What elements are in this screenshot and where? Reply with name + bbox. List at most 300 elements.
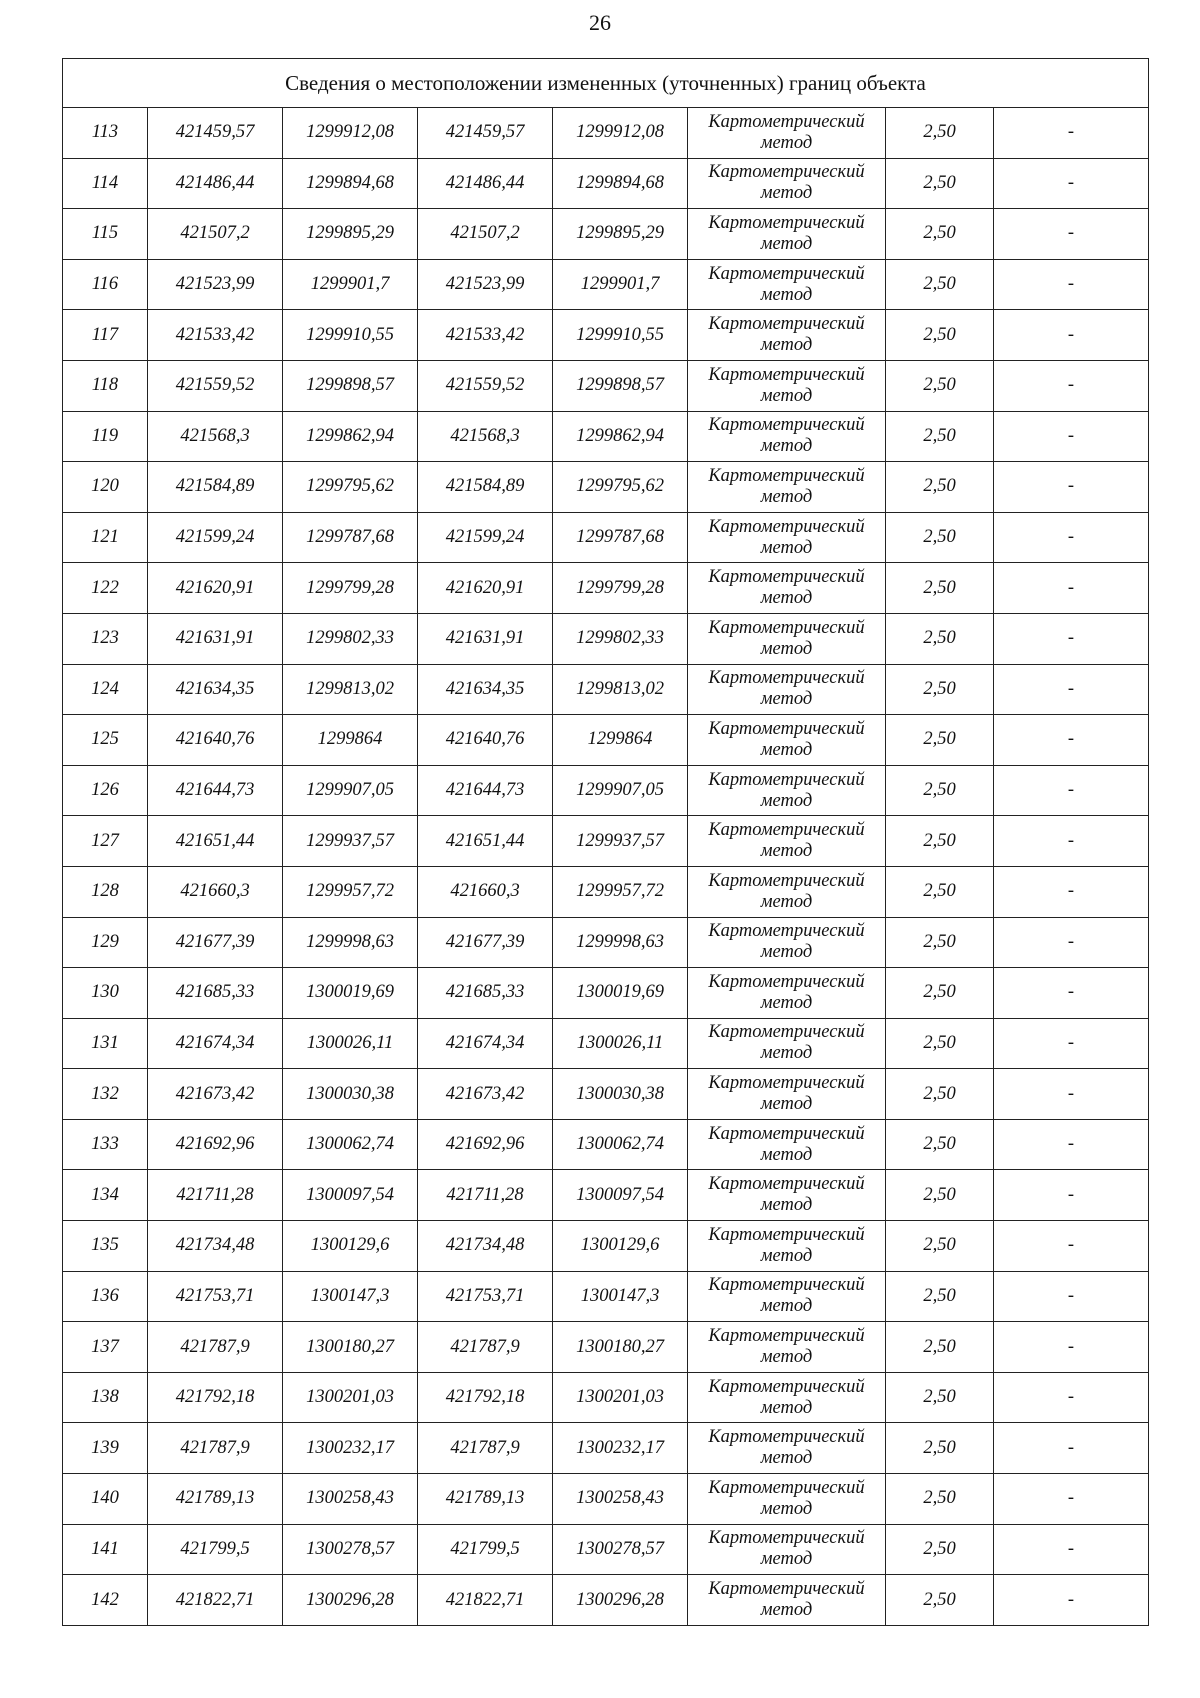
accuracy-cell: 2,50 bbox=[886, 1119, 994, 1170]
point-number-cell: 114 bbox=[63, 158, 148, 209]
description-cell: - bbox=[994, 259, 1149, 310]
x-refined-cell: 421459,57 bbox=[418, 108, 553, 159]
method-label-line1: Картометрический bbox=[708, 921, 865, 942]
method-label-line1: Картометрический bbox=[708, 1477, 865, 1498]
x-refined-cell: 421792,18 bbox=[418, 1372, 553, 1423]
accuracy-cell: 2,50 bbox=[886, 1069, 994, 1120]
y-existing-cell: 1300026,11 bbox=[283, 1018, 418, 1069]
description-cell: - bbox=[994, 917, 1149, 968]
point-number-cell: 125 bbox=[63, 715, 148, 766]
y-refined-cell: 1299802,33 bbox=[553, 613, 688, 664]
method-cell bbox=[688, 158, 886, 209]
x-refined-cell: 421787,9 bbox=[418, 1322, 553, 1373]
method-cell bbox=[688, 108, 886, 159]
description-cell: - bbox=[994, 664, 1149, 715]
table-title: Сведения о местоположении измененных (уточненных) границ объекта bbox=[63, 59, 1149, 108]
x-refined-cell: 421523,99 bbox=[418, 259, 553, 310]
x-existing-cell: 421631,91 bbox=[148, 613, 283, 664]
method-label-line2: метод bbox=[760, 486, 813, 507]
method-label-line2: метод bbox=[760, 1043, 813, 1064]
point-number-cell: 137 bbox=[63, 1322, 148, 1373]
table-row bbox=[63, 1474, 1149, 1525]
page-number: 26 bbox=[589, 10, 611, 35]
point-number-cell: 140 bbox=[63, 1474, 148, 1525]
x-existing-cell: 421734,48 bbox=[148, 1221, 283, 1272]
description-cell: - bbox=[994, 968, 1149, 1019]
method-label-line1: Картометрический bbox=[708, 1376, 865, 1397]
point-number-cell: 136 bbox=[63, 1271, 148, 1322]
description-cell: - bbox=[994, 158, 1149, 209]
x-refined-cell: 421644,73 bbox=[418, 765, 553, 816]
x-existing-cell: 421584,89 bbox=[148, 462, 283, 513]
x-existing-cell: 421692,96 bbox=[148, 1119, 283, 1170]
y-existing-cell: 1300019,69 bbox=[283, 968, 418, 1019]
point-number-cell: 128 bbox=[63, 866, 148, 917]
method-label-line1: Картометрический bbox=[708, 1224, 865, 1245]
x-refined-cell: 421651,44 bbox=[418, 816, 553, 867]
x-existing-cell: 421459,57 bbox=[148, 108, 283, 159]
table-row bbox=[63, 1069, 1149, 1120]
table-row bbox=[63, 968, 1149, 1019]
point-number-cell: 133 bbox=[63, 1119, 148, 1170]
method-label-line1: Картометрический bbox=[708, 668, 865, 689]
x-existing-cell: 421620,91 bbox=[148, 563, 283, 614]
accuracy-cell: 2,50 bbox=[886, 1372, 994, 1423]
y-existing-cell: 1300201,03 bbox=[283, 1372, 418, 1423]
table-row bbox=[63, 1018, 1149, 1069]
method-cell bbox=[688, 310, 886, 361]
table-title-row bbox=[63, 59, 1149, 108]
x-refined-cell: 421789,13 bbox=[418, 1474, 553, 1525]
y-existing-cell: 1300278,57 bbox=[283, 1524, 418, 1575]
x-existing-cell: 421673,42 bbox=[148, 1069, 283, 1120]
method-label-line1: Картометрический bbox=[708, 212, 865, 233]
accuracy-cell: 2,50 bbox=[886, 765, 994, 816]
x-existing-cell: 421792,18 bbox=[148, 1372, 283, 1423]
x-existing-cell: 421651,44 bbox=[148, 816, 283, 867]
accuracy-cell: 2,50 bbox=[886, 664, 994, 715]
point-number-cell: 142 bbox=[63, 1575, 148, 1626]
y-existing-cell: 1299802,33 bbox=[283, 613, 418, 664]
method-label-line2: метод bbox=[760, 537, 813, 558]
table-row bbox=[63, 108, 1149, 159]
point-number-cell: 123 bbox=[63, 613, 148, 664]
table-row bbox=[63, 209, 1149, 260]
method-cell bbox=[688, 209, 886, 260]
table-row bbox=[63, 1524, 1149, 1575]
y-existing-cell: 1299898,57 bbox=[283, 360, 418, 411]
point-number-cell: 141 bbox=[63, 1524, 148, 1575]
y-refined-cell: 1299937,57 bbox=[553, 816, 688, 867]
method-label-line1: Картометрический bbox=[708, 1326, 865, 1347]
method-label-line2: метод bbox=[760, 1600, 813, 1621]
method-label-line1: Картометрический bbox=[708, 718, 865, 739]
y-existing-cell: 1299864 bbox=[283, 715, 418, 766]
description-cell: - bbox=[994, 360, 1149, 411]
y-refined-cell: 1299795,62 bbox=[553, 462, 688, 513]
method-label-line2: метод bbox=[760, 335, 813, 356]
point-number-cell: 124 bbox=[63, 664, 148, 715]
y-refined-cell: 1299862,94 bbox=[553, 411, 688, 462]
accuracy-cell: 2,50 bbox=[886, 1322, 994, 1373]
method-cell bbox=[688, 1322, 886, 1373]
description-cell: - bbox=[994, 462, 1149, 513]
y-refined-cell: 1300026,11 bbox=[553, 1018, 688, 1069]
method-label-line1: Картометрический bbox=[708, 364, 865, 385]
y-existing-cell: 1299799,28 bbox=[283, 563, 418, 614]
point-number-cell: 115 bbox=[63, 209, 148, 260]
method-label-line1: Картометрический bbox=[708, 769, 865, 790]
x-existing-cell: 421634,35 bbox=[148, 664, 283, 715]
description-cell: - bbox=[994, 1069, 1149, 1120]
method-label-line2: метод bbox=[760, 638, 813, 659]
method-cell bbox=[688, 664, 886, 715]
method-label-line2: метод bbox=[760, 233, 813, 254]
x-refined-cell: 421599,24 bbox=[418, 512, 553, 563]
table-row bbox=[63, 1322, 1149, 1373]
method-cell bbox=[688, 917, 886, 968]
x-existing-cell: 421507,2 bbox=[148, 209, 283, 260]
method-cell bbox=[688, 1119, 886, 1170]
y-refined-cell: 1300129,6 bbox=[553, 1221, 688, 1272]
method-label-line1: Картометрический bbox=[708, 465, 865, 486]
point-number-cell: 117 bbox=[63, 310, 148, 361]
method-cell bbox=[688, 1372, 886, 1423]
y-refined-cell: 1299912,08 bbox=[553, 108, 688, 159]
method-label-line1: Картометрический bbox=[708, 1427, 865, 1448]
y-existing-cell: 1299813,02 bbox=[283, 664, 418, 715]
y-refined-cell: 1299998,63 bbox=[553, 917, 688, 968]
method-label-line2: метод bbox=[760, 1245, 813, 1266]
description-cell: - bbox=[994, 816, 1149, 867]
y-refined-cell: 1300296,28 bbox=[553, 1575, 688, 1626]
method-label-line2: метод bbox=[760, 1144, 813, 1165]
x-refined-cell: 421584,89 bbox=[418, 462, 553, 513]
table-row bbox=[63, 1170, 1149, 1221]
table-row bbox=[63, 613, 1149, 664]
table-row bbox=[63, 1271, 1149, 1322]
accuracy-cell: 2,50 bbox=[886, 1221, 994, 1272]
y-refined-cell: 1299907,05 bbox=[553, 765, 688, 816]
method-cell bbox=[688, 462, 886, 513]
accuracy-cell: 2,50 bbox=[886, 1018, 994, 1069]
x-refined-cell: 421753,71 bbox=[418, 1271, 553, 1322]
x-existing-cell: 421787,9 bbox=[148, 1322, 283, 1373]
description-cell: - bbox=[994, 1119, 1149, 1170]
x-existing-cell: 421568,3 bbox=[148, 411, 283, 462]
accuracy-cell: 2,50 bbox=[886, 512, 994, 563]
point-number-cell: 135 bbox=[63, 1221, 148, 1272]
method-label-line1: Картометрический bbox=[708, 1275, 865, 1296]
method-label-line1: Картометрический bbox=[708, 1579, 865, 1600]
method-cell bbox=[688, 715, 886, 766]
y-existing-cell: 1300147,3 bbox=[283, 1271, 418, 1322]
x-refined-cell: 421692,96 bbox=[418, 1119, 553, 1170]
x-refined-cell: 421685,33 bbox=[418, 968, 553, 1019]
y-refined-cell: 1299894,68 bbox=[553, 158, 688, 209]
table-row bbox=[63, 816, 1149, 867]
y-refined-cell: 1299901,7 bbox=[553, 259, 688, 310]
x-refined-cell: 421822,71 bbox=[418, 1575, 553, 1626]
x-refined-cell: 421631,91 bbox=[418, 613, 553, 664]
y-existing-cell: 1300296,28 bbox=[283, 1575, 418, 1626]
accuracy-cell: 2,50 bbox=[886, 108, 994, 159]
y-refined-cell: 1299864 bbox=[553, 715, 688, 766]
x-existing-cell: 421799,5 bbox=[148, 1524, 283, 1575]
method-cell bbox=[688, 1018, 886, 1069]
accuracy-cell: 2,50 bbox=[886, 715, 994, 766]
table-row bbox=[63, 1221, 1149, 1272]
x-existing-cell: 421486,44 bbox=[148, 158, 283, 209]
point-number-cell: 138 bbox=[63, 1372, 148, 1423]
description-cell: - bbox=[994, 310, 1149, 361]
x-refined-cell: 421507,2 bbox=[418, 209, 553, 260]
y-existing-cell: 1299912,08 bbox=[283, 108, 418, 159]
y-existing-cell: 1299894,68 bbox=[283, 158, 418, 209]
table-row bbox=[63, 1423, 1149, 1474]
method-cell bbox=[688, 1170, 886, 1221]
y-refined-cell: 1300201,03 bbox=[553, 1372, 688, 1423]
y-existing-cell: 1300258,43 bbox=[283, 1474, 418, 1525]
y-existing-cell: 1300030,38 bbox=[283, 1069, 418, 1120]
y-refined-cell: 1300258,43 bbox=[553, 1474, 688, 1525]
method-label-line1: Картометрический bbox=[708, 617, 865, 638]
accuracy-cell: 2,50 bbox=[886, 1575, 994, 1626]
y-refined-cell: 1299799,28 bbox=[553, 563, 688, 614]
table-row bbox=[63, 917, 1149, 968]
y-existing-cell: 1299862,94 bbox=[283, 411, 418, 462]
x-refined-cell: 421711,28 bbox=[418, 1170, 553, 1221]
x-existing-cell: 421787,9 bbox=[148, 1423, 283, 1474]
method-cell bbox=[688, 1271, 886, 1322]
y-existing-cell: 1299907,05 bbox=[283, 765, 418, 816]
y-existing-cell: 1299998,63 bbox=[283, 917, 418, 968]
table-row bbox=[63, 360, 1149, 411]
y-existing-cell: 1299901,7 bbox=[283, 259, 418, 310]
accuracy-cell: 2,50 bbox=[886, 1524, 994, 1575]
accuracy-cell: 2,50 bbox=[886, 310, 994, 361]
point-number-cell: 122 bbox=[63, 563, 148, 614]
x-existing-cell: 421711,28 bbox=[148, 1170, 283, 1221]
method-cell bbox=[688, 1069, 886, 1120]
accuracy-cell: 2,50 bbox=[886, 917, 994, 968]
point-number-cell: 131 bbox=[63, 1018, 148, 1069]
method-cell bbox=[688, 259, 886, 310]
method-cell bbox=[688, 1474, 886, 1525]
method-label-line1: Картометрический bbox=[708, 820, 865, 841]
y-refined-cell: 1300030,38 bbox=[553, 1069, 688, 1120]
table-row bbox=[63, 1119, 1149, 1170]
x-existing-cell: 421660,3 bbox=[148, 866, 283, 917]
description-cell: - bbox=[994, 1322, 1149, 1373]
method-cell bbox=[688, 360, 886, 411]
x-existing-cell: 421674,34 bbox=[148, 1018, 283, 1069]
x-existing-cell: 421685,33 bbox=[148, 968, 283, 1019]
table-row bbox=[63, 1372, 1149, 1423]
table-row bbox=[63, 259, 1149, 310]
method-label-line2: метод bbox=[760, 689, 813, 710]
method-label-line1: Картометрический bbox=[708, 516, 865, 537]
y-existing-cell: 1299787,68 bbox=[283, 512, 418, 563]
description-cell: - bbox=[994, 1474, 1149, 1525]
x-refined-cell: 421533,42 bbox=[418, 310, 553, 361]
method-label-line2: метод bbox=[760, 1397, 813, 1418]
method-label-line2: метод bbox=[760, 942, 813, 963]
method-label-line1: Картометрический bbox=[708, 111, 865, 132]
point-number-cell: 132 bbox=[63, 1069, 148, 1120]
accuracy-cell: 2,50 bbox=[886, 816, 994, 867]
y-existing-cell: 1299795,62 bbox=[283, 462, 418, 513]
x-refined-cell: 421559,52 bbox=[418, 360, 553, 411]
method-label-line2: метод bbox=[760, 284, 813, 305]
x-refined-cell: 421799,5 bbox=[418, 1524, 553, 1575]
point-number-cell: 126 bbox=[63, 765, 148, 816]
x-refined-cell: 421787,9 bbox=[418, 1423, 553, 1474]
x-existing-cell: 421753,71 bbox=[148, 1271, 283, 1322]
table-row bbox=[63, 563, 1149, 614]
table-row bbox=[63, 664, 1149, 715]
description-cell: - bbox=[994, 613, 1149, 664]
description-cell: - bbox=[994, 411, 1149, 462]
x-existing-cell: 421599,24 bbox=[148, 512, 283, 563]
x-refined-cell: 421673,42 bbox=[418, 1069, 553, 1120]
description-cell: - bbox=[994, 715, 1149, 766]
method-cell bbox=[688, 563, 886, 614]
point-number-cell: 129 bbox=[63, 917, 148, 968]
method-label-line2: метод bbox=[760, 739, 813, 760]
x-refined-cell: 421734,48 bbox=[418, 1221, 553, 1272]
table-row bbox=[63, 310, 1149, 361]
y-refined-cell: 1299787,68 bbox=[553, 512, 688, 563]
y-refined-cell: 1299957,72 bbox=[553, 866, 688, 917]
method-label-line1: Картометрический bbox=[708, 1123, 865, 1144]
method-label-line2: метод bbox=[760, 841, 813, 862]
description-cell: - bbox=[994, 866, 1149, 917]
method-label-line1: Картометрический bbox=[708, 415, 865, 436]
x-refined-cell: 421568,3 bbox=[418, 411, 553, 462]
accuracy-cell: 2,50 bbox=[886, 1271, 994, 1322]
method-label-line2: метод bbox=[760, 790, 813, 811]
accuracy-cell: 2,50 bbox=[886, 209, 994, 260]
method-label-line2: метод bbox=[760, 436, 813, 457]
table-row bbox=[63, 158, 1149, 209]
method-cell bbox=[688, 765, 886, 816]
y-existing-cell: 1300180,27 bbox=[283, 1322, 418, 1373]
accuracy-cell: 2,50 bbox=[886, 462, 994, 513]
boundary-coordinates-table bbox=[62, 58, 1149, 1626]
table-row bbox=[63, 866, 1149, 917]
description-cell: - bbox=[994, 1423, 1149, 1474]
y-refined-cell: 1300097,54 bbox=[553, 1170, 688, 1221]
method-label-line1: Картометрический bbox=[708, 971, 865, 992]
y-refined-cell: 1299895,29 bbox=[553, 209, 688, 260]
method-label-line2: метод bbox=[760, 891, 813, 912]
method-label-line2: метод bbox=[760, 1094, 813, 1115]
table-row bbox=[63, 715, 1149, 766]
method-label-line1: Картометрический bbox=[708, 314, 865, 335]
method-label-line1: Картометрический bbox=[708, 1528, 865, 1549]
y-refined-cell: 1300278,57 bbox=[553, 1524, 688, 1575]
description-cell: - bbox=[994, 108, 1149, 159]
method-label-line1: Картометрический bbox=[708, 1073, 865, 1094]
accuracy-cell: 2,50 bbox=[886, 1170, 994, 1221]
x-existing-cell: 421523,99 bbox=[148, 259, 283, 310]
y-existing-cell: 1299957,72 bbox=[283, 866, 418, 917]
method-cell bbox=[688, 968, 886, 1019]
method-label-line2: метод bbox=[760, 132, 813, 153]
description-cell: - bbox=[994, 1271, 1149, 1322]
y-existing-cell: 1299910,55 bbox=[283, 310, 418, 361]
x-existing-cell: 421644,73 bbox=[148, 765, 283, 816]
method-label-line2: метод bbox=[760, 1296, 813, 1317]
y-refined-cell: 1300232,17 bbox=[553, 1423, 688, 1474]
x-refined-cell: 421486,44 bbox=[418, 158, 553, 209]
y-existing-cell: 1300232,17 bbox=[283, 1423, 418, 1474]
y-refined-cell: 1299813,02 bbox=[553, 664, 688, 715]
y-refined-cell: 1300019,69 bbox=[553, 968, 688, 1019]
accuracy-cell: 2,50 bbox=[886, 158, 994, 209]
method-cell bbox=[688, 512, 886, 563]
point-number-cell: 119 bbox=[63, 411, 148, 462]
method-cell bbox=[688, 411, 886, 462]
table-row bbox=[63, 462, 1149, 513]
x-refined-cell: 421634,35 bbox=[418, 664, 553, 715]
accuracy-cell: 2,50 bbox=[886, 613, 994, 664]
method-label-line2: метод bbox=[760, 1347, 813, 1368]
y-refined-cell: 1299898,57 bbox=[553, 360, 688, 411]
y-existing-cell: 1300129,6 bbox=[283, 1221, 418, 1272]
description-cell: - bbox=[994, 1170, 1149, 1221]
x-refined-cell: 421677,39 bbox=[418, 917, 553, 968]
y-refined-cell: 1299910,55 bbox=[553, 310, 688, 361]
accuracy-cell: 2,50 bbox=[886, 411, 994, 462]
point-number-cell: 139 bbox=[63, 1423, 148, 1474]
table-row bbox=[63, 765, 1149, 816]
x-existing-cell: 421789,13 bbox=[148, 1474, 283, 1525]
method-label-line2: метод bbox=[760, 992, 813, 1013]
description-cell: - bbox=[994, 1372, 1149, 1423]
accuracy-cell: 2,50 bbox=[886, 1474, 994, 1525]
method-label-line2: метод bbox=[760, 1498, 813, 1519]
x-existing-cell: 421640,76 bbox=[148, 715, 283, 766]
method-cell bbox=[688, 1221, 886, 1272]
x-existing-cell: 421822,71 bbox=[148, 1575, 283, 1626]
y-refined-cell: 1300062,74 bbox=[553, 1119, 688, 1170]
x-existing-cell: 421677,39 bbox=[148, 917, 283, 968]
accuracy-cell: 2,50 bbox=[886, 563, 994, 614]
method-label-line2: метод bbox=[760, 1195, 813, 1216]
y-refined-cell: 1300180,27 bbox=[553, 1322, 688, 1373]
x-refined-cell: 421640,76 bbox=[418, 715, 553, 766]
description-cell: - bbox=[994, 765, 1149, 816]
method-label-line2: метод bbox=[760, 1448, 813, 1469]
y-existing-cell: 1300062,74 bbox=[283, 1119, 418, 1170]
method-label-line1: Картометрический bbox=[708, 870, 865, 891]
method-label-line2: метод bbox=[760, 1549, 813, 1570]
method-label-line2: метод bbox=[760, 385, 813, 406]
table-row bbox=[63, 411, 1149, 462]
method-cell bbox=[688, 866, 886, 917]
method-label-line1: Картометрический bbox=[708, 263, 865, 284]
description-cell: - bbox=[994, 1575, 1149, 1626]
y-existing-cell: 1299937,57 bbox=[283, 816, 418, 867]
accuracy-cell: 2,50 bbox=[886, 866, 994, 917]
description-cell: - bbox=[994, 512, 1149, 563]
x-refined-cell: 421660,3 bbox=[418, 866, 553, 917]
accuracy-cell: 2,50 bbox=[886, 968, 994, 1019]
point-number-cell: 127 bbox=[63, 816, 148, 867]
description-cell: - bbox=[994, 1018, 1149, 1069]
